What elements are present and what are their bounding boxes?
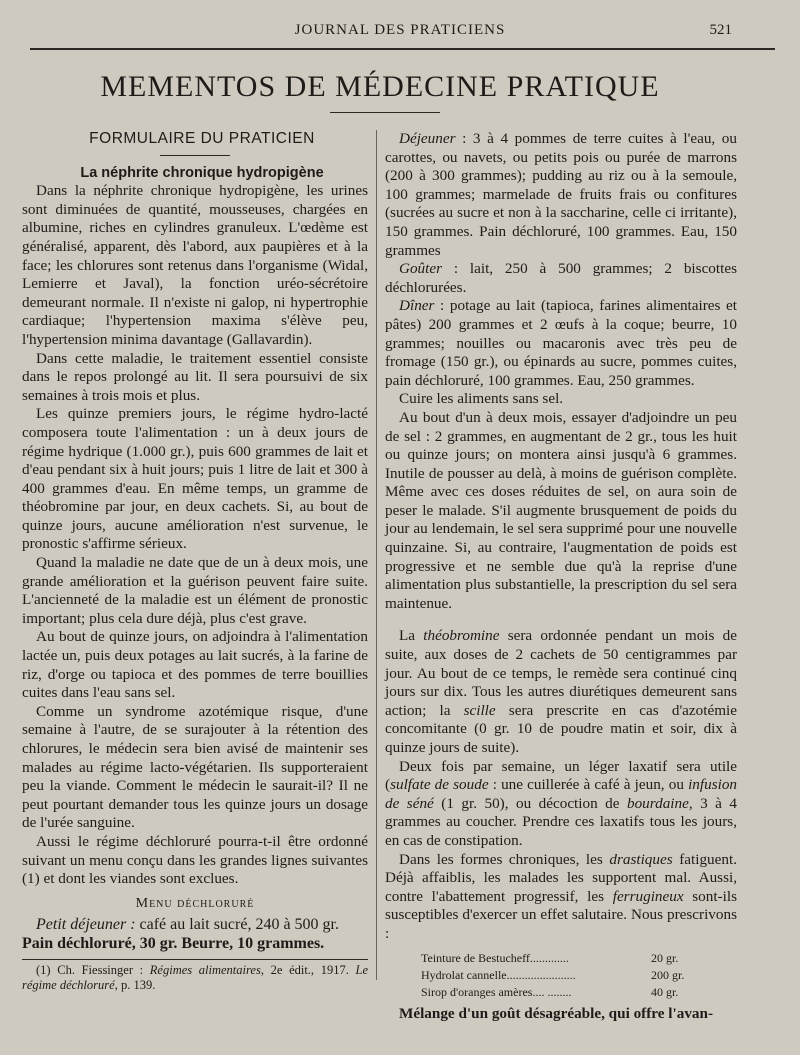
footnote-chapter: Le régime déchloruré xyxy=(22,963,368,993)
footnote-rule xyxy=(22,959,368,960)
paragraph-cuire: Cuire les aliments sans sel. xyxy=(399,390,564,408)
lax-text-d: , 3 à 4 grammes au coucher. Prendre ces laxatifs tous les jours, en cas de constipation. xyxy=(385,794,737,849)
dejeuner-text: : 3 à 4 pommes de terre cuites à l'eau, ou carottes, ou navets, ou petits pois ou purée de marrons (200 à 300 grammes); pudding au riz ou à la semoule, 100 grammes; marmelade de fruits frais ou confitures (sucrées au sucre et non à la saccharine, celle ci irritante), 150 grammes. Pain déchloruré, 100 grammes. Eau, 150 grammes xyxy=(385,130,737,259)
paragraph-azotemie: Comme un syndrome azotémique risque, d'une semaine à l'autre, de se surajouter à la rétention des chlorures, le médecin sera bien avisé de maintenir ses malades au régime lacto-végétarien. Ils supporteraient peu la viande. Comment le médecin le saurait-il? Il ne peut pourtant demander tous les quinze jours un dosage de l'urée sanguine. xyxy=(22,702,368,832)
lax-sene: infusion de séné xyxy=(385,776,738,812)
paragraph-sel: Au bout d'un à deux mois, essayer d'adjoindre un peu de sel : 2 grammes, en augmentant de 2 gr., tous les huit ou quinze jours; on montera ainsi jusqu'à 6 grammes. Inutile de pousser au delà, à moins de guérison complète. Même avec ces doses réduites de sel, on aura soin de peser le malade. S'il augmente brusquement de poids du jour au lendemain, le sel sera supprimé pour une nouvelle quinzaine. Si, au contraire, l'augmentation de poids est progressive et ne semble due qu'à la reprise d'une alimentation plus substantielle, la prescription du sel sera maintenue. xyxy=(385,408,737,612)
chron-drastiques: drastiques xyxy=(609,850,673,868)
quantity: 200 gr. xyxy=(651,967,685,982)
paragraph-regime-hydro-lacte: Les quinze premiers jours, le régime hydro-lacté composera toute l'alimentation : un à deux jours de régime hydrique (1.000 gr.), puis 600 grammes de lait et d'eau pendant six à huit jours; puis 1 litre de lait et 300 à 400 grammes d'eau. En même temps, un gramme de théobromine par jour, en deux cachets. Si, au bout de quinze jours, aucune amélioration n'est survenue, le pronostic s'affirme sérieux. xyxy=(22,405,368,553)
chron-text-a: Dans les formes chroniques, les xyxy=(399,850,610,868)
ingredient: Sirop d'oranges amères.... ........ xyxy=(421,984,572,999)
gouter-text: : lait, 250 à 500 grammes; 2 biscottes déchlorurées. xyxy=(385,260,737,296)
theo-text-b: sera ordonnée pendant un mois de suite, aux doses de 2 cachets de 50 centigrammes par jour. Au bout de ce temps, le remède sera continué cinq jours sur dix. Tous les autres diurétiques demeurent sans action; la xyxy=(385,627,737,719)
prescription-table xyxy=(421,950,737,1001)
lax-text-b: : une cuillerée à café à jeun, ou xyxy=(488,776,689,794)
footnote-author: (1) Ch. Fiessinger : xyxy=(36,963,150,978)
chron-ferrugineux: ferrugineux xyxy=(612,887,684,905)
scille-drug: scille xyxy=(463,701,496,719)
rubric-heading: FORMULAIRE DU PRATICIEN xyxy=(89,130,315,147)
running-head xyxy=(0,22,800,46)
lax-bourdaine: bourdaine xyxy=(626,794,689,812)
lax-text-c: (1 gr. 50), ou décoction de xyxy=(433,794,627,812)
menu-dejeuner xyxy=(385,130,737,260)
paragraph-pronostic: Quand la maladie ne date que de un à deux mois, une grande amélioration et la guérison peuvent faire suite. L'ancienneté de la maladie est un élément de pronostic important; plus cela dure déjà, plus c'est grave. xyxy=(22,554,368,627)
article-subtitle: La néphrite chronique hydropigène xyxy=(80,164,324,181)
paragraph-potages: Au bout de quinze jours, on adjoindra à l'alimentation lactée un, puis deux potages au lait sucrés, à la farine de riz, d'orge ou tapioca et des pommes de terre bouillies cuites dans l'eau sans sel. xyxy=(22,628,368,702)
header-rule xyxy=(30,48,775,50)
paragraph-regime-dechlorure: Aussi le régime déchloruré pourra-t-il être ordonné suivant un menu conçu dans les grandes lignes suivantes (1) et dont les viandes sont exclues. xyxy=(22,832,368,888)
menu-text: café au lait sucré, 240 à 500 gr. xyxy=(135,916,339,934)
rubric-rule xyxy=(160,155,230,156)
chron-text-b: fatiguent. Déjà affaiblis, les malades les supportent mal. Aussi, contre l'abattement progressif, les xyxy=(385,850,737,905)
chron-text-c: sont-ils susceptibles d'exercer un effet salutaire. Nous prescrivons : xyxy=(385,887,737,942)
menu-gouter xyxy=(385,260,737,297)
footnote-title: Régimes alimentaires xyxy=(149,963,261,978)
quantity: 20 gr. xyxy=(651,950,679,965)
gouter-label: Goûter xyxy=(399,260,443,278)
theo-text-c: sera prescrite en cas d'azotémie concomitante (0 gr. 10 de poudre matin et soir, dix à quinze jours de suite). xyxy=(385,701,737,756)
footnote xyxy=(22,963,368,993)
ingredient: Hydrolat cannelle....................... xyxy=(421,967,576,982)
theo-text-a: La xyxy=(399,627,424,645)
column-divider xyxy=(376,130,377,980)
footnote-edition: , 2e édit., 1917. xyxy=(260,963,356,978)
prescription-row xyxy=(421,967,737,984)
menu-petit-dejeuner xyxy=(22,915,368,934)
right-column xyxy=(385,130,737,1023)
paragraph-theobromine xyxy=(385,627,737,757)
paragraph-symptoms: Dans la néphrite chronique hydropigène, les urines sont diminuées de quantité, mousseuses, chargées en albumine, riches en cylindres granuleux. L'œdème est généralisé, apparent, dès l'abord, aux paupières et à la face; les chlorures sont retenus dans l'organisme (Widal, Lemierre et Javal), la fonction uréo-sécrétoire demeurant normale. Il n'existe ni galop, ni hypertrophie cardiaque; l'hypertension maxima s'élève peu, l'hypertension minima davantage (Gallavardin). xyxy=(22,182,368,348)
menu-diner xyxy=(385,297,737,390)
prescription-row xyxy=(421,950,737,967)
journal-title: JOURNAL DES PRATICIENS xyxy=(294,22,506,38)
quantity: 40 gr. xyxy=(651,984,679,999)
diner-label: Dîner xyxy=(399,297,435,315)
prescription-row xyxy=(421,984,737,1001)
left-column xyxy=(22,130,368,993)
page-number: 521 xyxy=(709,22,732,38)
paragraph-laxatif xyxy=(385,758,737,851)
menu-label: Petit déjeuner : xyxy=(36,916,136,934)
lax-sulfate: sulfate de soude xyxy=(390,776,489,794)
paragraph-repos: Dans cette maladie, le traitement essentiel consiste dans le repos prolongé au lit. Il sera poursuivi de six semaines à trois mois et plus. xyxy=(22,349,368,404)
paragraph-gap xyxy=(385,613,737,627)
lax-text-a: Deux fois par semaine, un léger laxatif sera utile ( xyxy=(385,757,737,794)
paragraph-chroniques xyxy=(385,851,737,944)
closing-line: Mélange d'un goût désagréable, qui offre l'avan- xyxy=(399,1004,714,1022)
footnote-page: , p. 139. xyxy=(114,978,156,993)
theo-drug: théobromine xyxy=(423,627,500,645)
section-rule xyxy=(330,112,440,113)
menu-pain: Pain déchloruré, 30 gr. Beurre, 10 grammes. xyxy=(22,935,325,953)
menu-heading: Menu déchloruré xyxy=(135,895,255,911)
dejeuner-label: Déjeuner xyxy=(399,130,456,147)
section-title: MEMENTOS DE MÉDECINE PRATIQUE xyxy=(100,70,660,103)
diner-text: : potage au lait (tapioca, farines alimentaires et pâtes) 200 grammes et 2 œufs à la coque; beurre, 10 grammes; nouilles ou macaronis avec très peu de fromage (150 gr.), ou épinards au sucre, pommes cuites, pain déchloruré, 100 grammes. Eau, 250 grammes. xyxy=(385,297,737,389)
ingredient: Teinture de Bestucheff............. xyxy=(421,950,569,965)
